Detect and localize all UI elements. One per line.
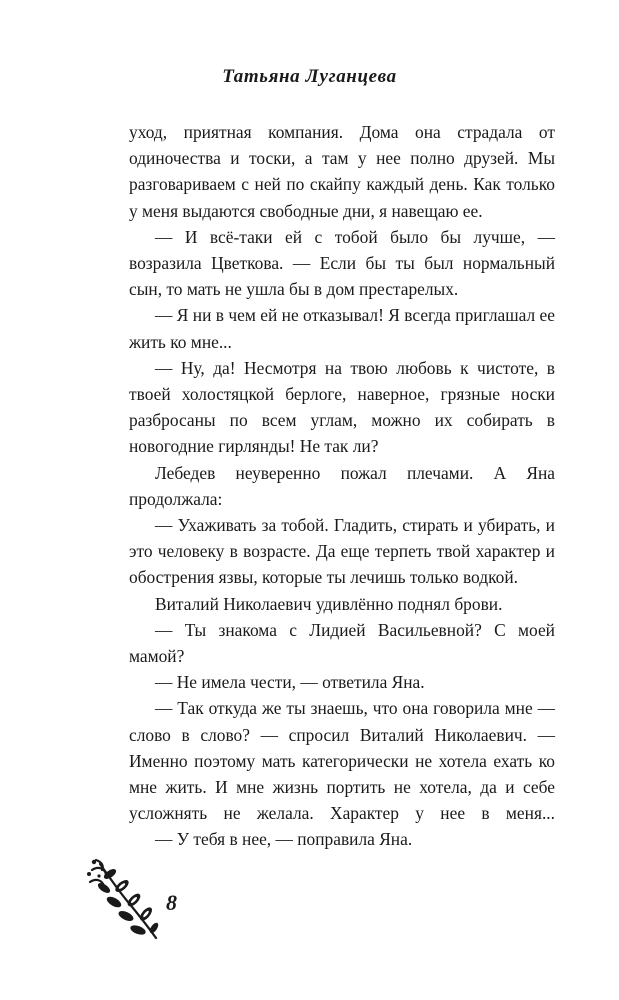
floral-vine-icon <box>84 856 174 946</box>
paragraph-1: уход, приятная компания. Дома она страдала от одиночества и тоски, а там у нее полно друзей. Мы разговариваем с ней по скайпу каждый день. Как только у меня выдаются свободные дни, я навещаю ее. <box>129 122 555 221</box>
running-header-author: Татьяна Луганцева <box>222 66 397 87</box>
paragraph-2: — И всё-таки ей с тобой было бы лучше, — возразила Цветкова. — Если бы ты был нормальный сын, то мать не ушла бы в дом престарелых. <box>129 226 555 300</box>
paragraph-4: — Ну, да! Несмотря на твою любовь к чистоте, в твоей холостяцкой берлоге, наверное, грязные носки разбросаны по всем углам, можно их собирать в новогодние гирлянды! Не так ли? <box>129 357 555 457</box>
page-number: 8 <box>166 890 177 915</box>
page-body-text <box>129 119 555 853</box>
paragraph-5: Лебедев неуверенно пожал плечами. А Яна продолжала: <box>129 462 555 509</box>
paragraph-10: — Так откуда же ты знаешь, что она говорила мне — слово в слово? — спросил Виталий Николаевич. — Именно поэтому мать категорически не хотела ехать ко мне жить. И мне жизнь портить не хотела, да и себе усложнять не желала. Характер у нее в меня... <box>129 698 555 824</box>
paragraph-9: — Не имела чести, — ответила Яна. <box>155 672 425 693</box>
paragraph-3: — Я ни в чем ей не отказывал! Я всегда приглашал ее жить ко мне... <box>129 305 555 352</box>
paragraph-8: — Ты знакома с Лидией Васильевной? С моей мамой? <box>129 619 555 667</box>
paragraph-7: Виталий Николаевич удивлённо поднял брови. <box>155 593 503 614</box>
paragraph-6: — Ухаживать за тобой. Гладить, стирать и убирать, и это человеку в возрасте. Да еще терпеть твой характер и обострения язвы, которые ты лечишь только водкой. <box>129 515 555 588</box>
paragraph-11: — У тебя в нее, — поправила Яна. <box>155 829 413 850</box>
